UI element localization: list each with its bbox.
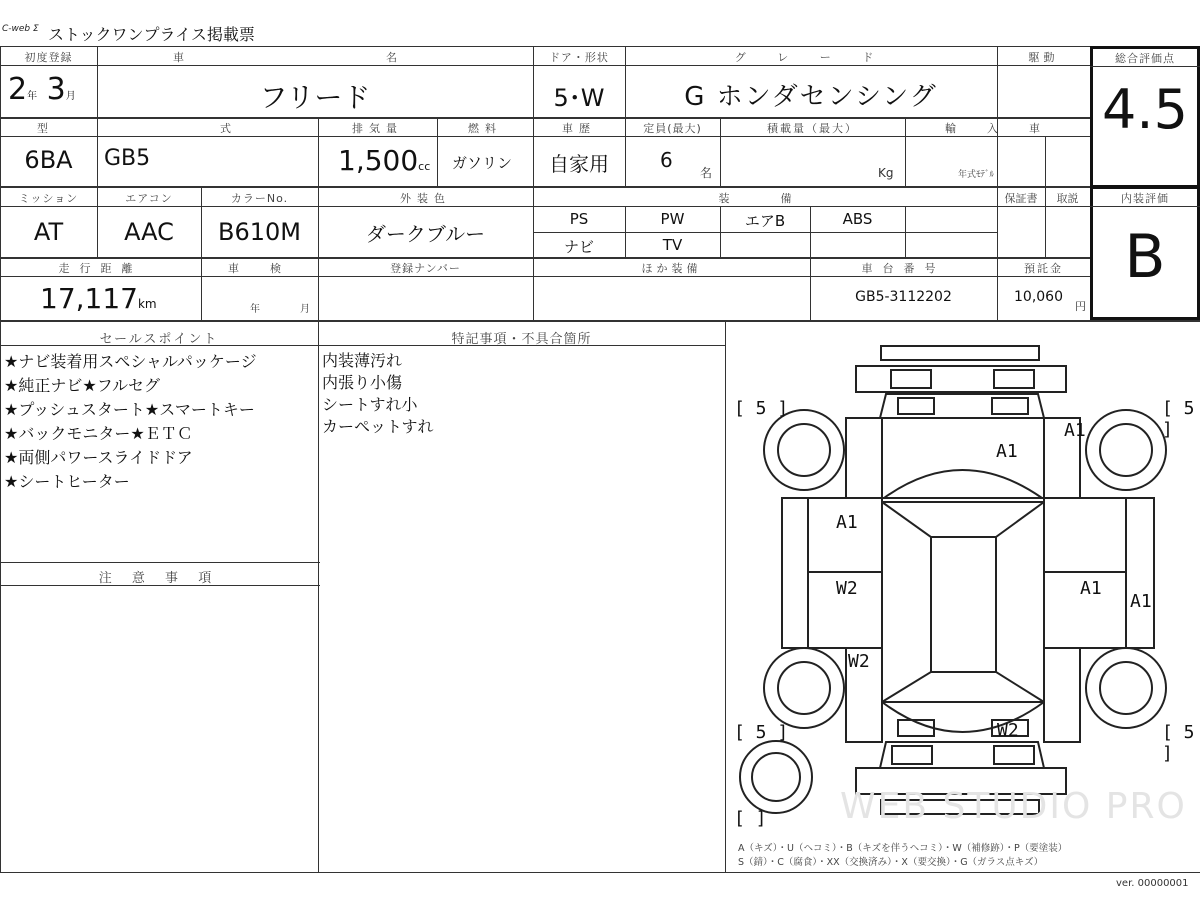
model-prefix-value: 6BA	[24, 146, 73, 174]
equip-abs: ABS	[842, 210, 873, 228]
header-drive: 駆動	[1028, 51, 1059, 64]
damage-mark: W2	[848, 651, 870, 672]
reg-month: 3	[46, 72, 66, 107]
list-item: ★シートヒーター	[4, 472, 130, 491]
reg-month-unit: 月	[65, 91, 76, 102]
grid-line	[905, 206, 906, 258]
deposit-unit: 円	[1075, 300, 1086, 313]
reg-year: 2	[8, 72, 28, 107]
header-mileage: 走行距離	[58, 262, 143, 275]
list-item: 内張り小傷	[322, 373, 403, 392]
header-manual: 取説	[1056, 192, 1079, 205]
grade-value: G ホンダセンシング	[684, 82, 938, 112]
windshield	[884, 470, 1042, 498]
header-chassis-no: 車台番号	[861, 262, 946, 275]
header-grade: グ レ ー ド	[734, 51, 888, 64]
grid-line	[625, 46, 626, 188]
interior-score-value: B	[1124, 222, 1166, 292]
displacement-value	[338, 144, 430, 177]
header-warranty: 保証書	[1004, 192, 1038, 205]
tire-rear-right-score: [ 5 ]	[1162, 722, 1195, 764]
tire-front-right-score: [ 5 ]	[1162, 398, 1195, 440]
header-sales-points: セールスポイント	[99, 332, 219, 347]
equip-pw: PW	[660, 210, 685, 228]
list-item: 内装薄汚れ	[322, 351, 403, 370]
tire-front-left-score: [ 5 ]	[734, 398, 789, 419]
header-first-reg: 初度登録	[24, 51, 73, 64]
watermark: WEB STUDIO PRO	[840, 786, 1187, 827]
header-interior-score: 内装評価	[1121, 192, 1169, 205]
chassis-no-value: GB5-3112202	[855, 289, 952, 305]
equip-airbag: エアB	[744, 212, 786, 230]
damage-mark: A1	[1080, 578, 1102, 599]
header-overall-score: 総合評価点	[1115, 52, 1175, 65]
grid-line	[1045, 136, 1046, 188]
version-label: ver. 00000001	[1116, 878, 1189, 889]
grid-line	[1090, 206, 1200, 207]
header-fuel: 燃料	[468, 122, 502, 135]
list-item: ★ナビ装着用スペシャルパッケージ	[4, 352, 257, 371]
grid-line	[0, 186, 1200, 188]
grid-line	[1090, 66, 1200, 67]
list-item: カーペットすれ	[322, 417, 434, 436]
displacement-number: 1,500	[338, 144, 419, 177]
model-code-value: GB5	[104, 146, 151, 171]
grid-line	[0, 276, 1090, 277]
damage-mark: A1	[836, 512, 858, 533]
header-inspection: 車 検	[228, 262, 291, 275]
inspection-month-unit: 月	[300, 304, 310, 315]
header-mission: ミッション	[18, 192, 79, 205]
grid-line	[0, 117, 1090, 119]
displacement-unit: cc	[418, 160, 431, 173]
list-item: ★純正ナビ★フルセグ	[4, 376, 161, 395]
import-model-label: 年式ﾓﾃﾞﾙ	[958, 170, 995, 180]
wheel-front-left	[764, 410, 844, 490]
document-title: ストックワンプライス掲載票	[48, 25, 255, 44]
header-plate: 登録ナンバー	[390, 262, 461, 275]
mileage-unit: km	[137, 297, 157, 311]
damage-mark: W2	[997, 720, 1019, 741]
door-shape-value: 5･W	[553, 84, 605, 112]
wheel-rear-left	[764, 648, 844, 728]
damage-legend	[738, 842, 1067, 870]
grid-line	[0, 46, 1200, 47]
list-item: ★バックモニター★ＥＴＣ	[4, 424, 193, 443]
mileage-number: 17,117	[40, 282, 138, 315]
header-import: 輸 入 車	[945, 122, 1050, 135]
wheel-front-right	[1086, 410, 1166, 490]
grid-line	[0, 872, 1200, 873]
grid-line	[0, 206, 1090, 207]
header-door-shape: ドア・形状	[549, 51, 609, 64]
aircon-value: AAC	[124, 218, 174, 246]
spare-tire-score: [ ]	[734, 808, 767, 829]
header-deposit: 預託金	[1024, 262, 1063, 275]
grid-line	[0, 65, 1090, 66]
legend-line: A（キズ）・U（ヘコミ）・B（キズを伴うヘコミ）・W（補修跡）・P（要塗装）	[738, 843, 1068, 854]
load-unit: Kg	[878, 166, 894, 180]
front-bumper	[881, 346, 1039, 360]
mileage-value	[40, 282, 157, 315]
grid-line	[997, 46, 998, 322]
list-item: ★両側パワースライドドア	[4, 448, 193, 467]
legend-line: S（錆）・C（腐食）・XX（交換済み）・X（要交換）・G（ガラス点キズ）	[738, 857, 1044, 868]
grid-line	[0, 257, 1090, 259]
sales-points-list	[4, 350, 257, 494]
rear-right-fender	[1044, 648, 1080, 742]
wheel-spare	[740, 741, 812, 813]
equip-ps: PS	[569, 210, 589, 228]
header-load: 積載量（最大）	[767, 122, 858, 135]
header-equipment: 装 備	[718, 192, 812, 205]
header-displacement: 排気量	[352, 122, 403, 135]
capacity-value: 6	[660, 148, 673, 172]
header-color-no: カラーNo.	[230, 192, 289, 205]
wheel-rear-right	[1086, 648, 1166, 728]
fuel-value: ガソリン	[452, 154, 513, 172]
grid-line	[318, 322, 319, 872]
header-capacity: 定員(最大)	[643, 122, 702, 135]
header-aircon: エアコン	[125, 192, 173, 205]
grid-line	[533, 232, 998, 233]
list-item: シートすれ小	[322, 395, 418, 414]
damage-mark: A1	[996, 441, 1018, 462]
header-remarks: 特記事項・不具合箇所	[451, 332, 592, 347]
equip-navi: ナビ	[563, 238, 594, 256]
damage-mark: A1	[1130, 591, 1152, 612]
capacity-unit: 名	[700, 166, 713, 180]
color-no-value: B610M	[218, 218, 301, 246]
inspection-year-unit: 年	[250, 304, 260, 315]
remarks-list	[322, 350, 434, 438]
mission-value: AT	[33, 218, 64, 246]
equip-tv: TV	[662, 236, 683, 254]
overall-score-value: 4.5	[1102, 78, 1188, 141]
front-left-fender	[846, 418, 882, 498]
damage-mark: A1	[1064, 420, 1086, 441]
c-web-logo: C-web Σ	[2, 24, 39, 34]
tire-rear-left-score: [ 5 ]	[734, 722, 789, 743]
grid-line	[0, 136, 1090, 137]
header-notes: 注 意 事 項	[98, 571, 220, 586]
header-model: 型 式	[37, 122, 281, 135]
deposit-value: 10,060	[1014, 289, 1063, 305]
rear-window	[882, 702, 1044, 732]
category-value: 自家用	[549, 152, 609, 176]
exterior-color-value: ダークブルー	[365, 222, 486, 246]
first-reg-value	[8, 72, 98, 107]
reg-year-unit: 年	[27, 91, 38, 102]
list-item: ★プッシュスタート★スマートキー	[4, 400, 255, 419]
grid-line	[0, 562, 320, 563]
grid-line	[201, 188, 202, 322]
header-exterior-color: 外装色	[400, 192, 451, 205]
header-other-equip: ほか装備	[641, 262, 702, 275]
car-name-value: フリード	[259, 81, 371, 114]
damage-mark: W2	[836, 578, 858, 599]
header-car-name: 車 名	[173, 51, 457, 64]
header-category: 車歴	[562, 122, 596, 135]
